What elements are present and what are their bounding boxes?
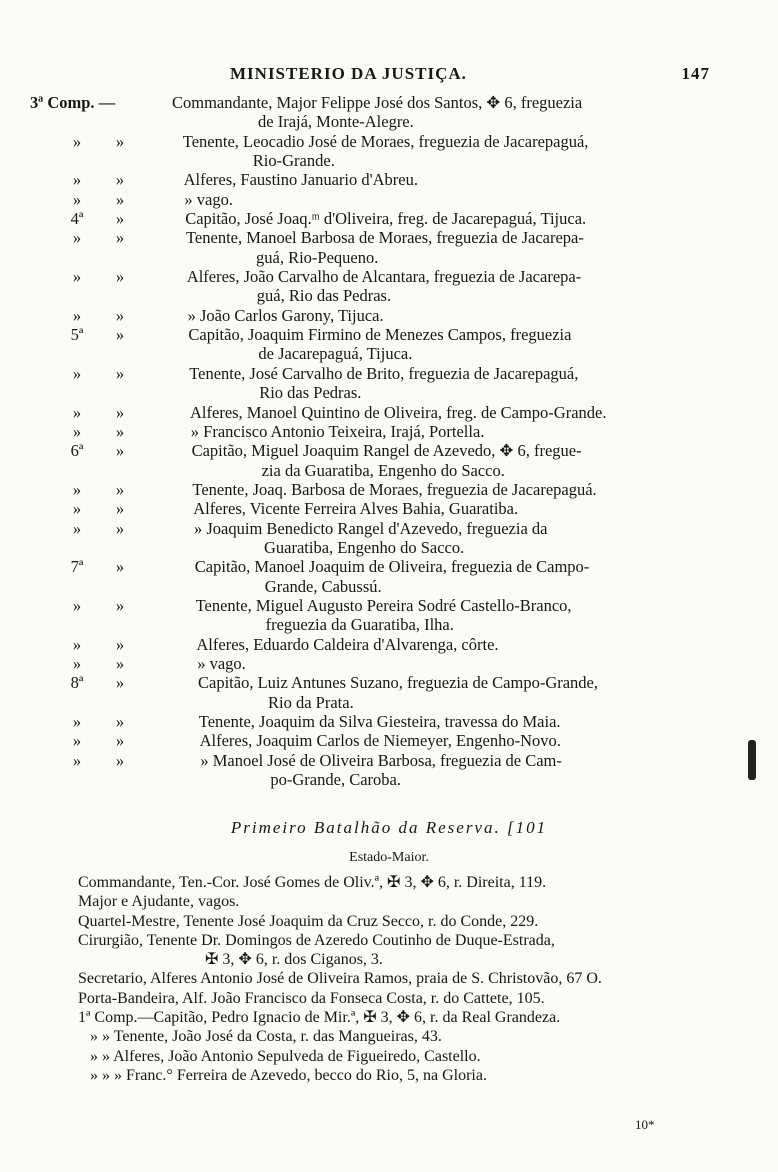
- entry-row: [0, 654, 778, 673]
- staff-line: [0, 1027, 778, 1046]
- ditto-marker: »: [115, 712, 125, 731]
- ditto-marker: »: [115, 479, 125, 499]
- entry-row: [0, 673, 778, 692]
- staff-text: Major e Ajudante, vagos.: [78, 893, 240, 911]
- entry-row: [0, 325, 778, 344]
- ditto-marker: »: [115, 228, 125, 248]
- entry-text: Capitão, José Joaq.ᵐ d'Oliveira, freg. de Jacarepaguá, Tijuca.: [185, 209, 587, 229]
- entry-continuation: [0, 383, 778, 402]
- entry-continuation-text: Guaratiba, Engenho do Sacco.: [264, 537, 465, 557]
- entry-continuation-text: de Jacarepaguá, Tijuca.: [258, 344, 413, 364]
- company-marker: »: [72, 499, 82, 519]
- entry-text: Alferes, Eduardo Caldeira d'Alvarenga, côrte.: [196, 634, 499, 654]
- entry-continuation: [0, 248, 778, 267]
- ditto-marker: »: [115, 421, 125, 441]
- company-marker: »: [72, 595, 82, 615]
- staff-text: Porta-Bandeira, Alf. João Francisco da Fonseca Costa, r. do Cattete, 105.: [78, 989, 545, 1007]
- entry-text: Commandante, Major Felippe José dos Santos, ✥ 6, freguezia: [172, 93, 583, 112]
- entry-text: » Joaquim Benedicto Rangel d'Azevedo, freguezia da: [194, 518, 548, 538]
- entry-continuation: [0, 538, 778, 557]
- entry-row: [0, 403, 778, 422]
- company-marker: »: [72, 479, 82, 499]
- ditto-marker: »: [115, 170, 125, 190]
- entry-row: [0, 499, 778, 518]
- company-marker: »: [72, 731, 82, 751]
- entry-row: [0, 364, 778, 383]
- staff-line: [0, 1066, 778, 1085]
- company-marker: 5ª: [70, 325, 84, 345]
- ditto-marker: »: [115, 653, 125, 673]
- ditto-marker: »: [115, 518, 125, 538]
- company-marker: »: [72, 305, 82, 325]
- entry-continuation: [0, 461, 778, 480]
- ditto-marker: »: [115, 189, 125, 209]
- company-marker: »: [72, 267, 82, 287]
- entry-continuation-text: Grande, Cabussú.: [264, 576, 382, 596]
- company-marker: 8ª: [70, 673, 84, 693]
- ditto-marker: »: [115, 402, 125, 422]
- company-marker: »: [72, 750, 82, 770]
- entry-text: Capitão, Miguel Joaquim Rangel de Azevedo, ✥ 6, fregue-: [191, 441, 582, 461]
- section-title: Primeiro Batalhão da Reserva. [101: [230, 818, 548, 837]
- staff-text: » » Tenente, João José da Costa, r. das Mangueiras, 43.: [90, 1028, 442, 1046]
- entry-continuation-text: Rio-Grande.: [252, 151, 335, 171]
- ditto-marker: »: [115, 131, 125, 151]
- company-marker: »: [72, 712, 82, 731]
- entry-row: [0, 132, 778, 151]
- entry-text: » Manoel José de Oliveira Barbosa, freguezia de Cam-: [200, 750, 562, 770]
- entry-text: Alferes, Joaquim Carlos de Niemeyer, Engenho-Novo.: [199, 731, 561, 751]
- ditto-marker: »: [115, 595, 125, 615]
- entry-continuation-text: guá, Rio-Pequeno.: [256, 247, 379, 267]
- entry-continuation-text: Rio das Pedras.: [259, 383, 362, 403]
- entry-text: Tenente, Miguel Augusto Pereira Sodré Castello-Branco,: [195, 595, 572, 615]
- staff-line: [0, 969, 778, 988]
- ditto-marker: »: [115, 557, 125, 577]
- company-marker: »: [72, 131, 82, 151]
- page-title: MINISTERIO DA JUSTIÇA.: [230, 64, 467, 83]
- staff-text: Commandante, Ten.-Cor. José Gomes de Oliv.ª, ✠ 3, ✥ 6, r. Direita, 119.: [78, 874, 547, 891]
- signature-mark: 10*: [635, 1117, 655, 1132]
- entry-continuation-text: guá, Rio das Pedras.: [256, 286, 392, 306]
- ditto-marker: »: [115, 634, 125, 654]
- company-label: 3ª Comp. —: [30, 93, 116, 112]
- entry-continuation-text: po-Grande, Caroba.: [270, 770, 401, 790]
- entry-continuation: [0, 577, 778, 596]
- entry-continuation-text: Rio da Prata.: [268, 692, 354, 712]
- ditto-marker: »: [115, 363, 125, 383]
- entry-text: Alferes, Vicente Ferreira Alves Bahia, Guaratiba.: [193, 499, 519, 519]
- staff-line: [0, 873, 778, 892]
- entry-row: [0, 480, 778, 499]
- ditto-marker: »: [115, 305, 125, 325]
- staff-line: [0, 989, 778, 1008]
- staff-line: [0, 931, 778, 950]
- entry-row: [0, 228, 778, 247]
- company-marker: »: [72, 170, 82, 190]
- staff-line: [0, 1008, 778, 1027]
- entry-text: » vago.: [197, 653, 246, 673]
- company-marker: »: [72, 518, 82, 538]
- entry-row: [0, 712, 778, 731]
- company-marker: »: [72, 421, 82, 441]
- staff-text: Quartel-Mestre, Tenente José Joaquim da Cruz Secco, r. do Conde, 229.: [78, 912, 539, 930]
- ditto-marker: »: [115, 499, 125, 519]
- staff-text: 1ª Comp.—Capitão, Pedro Ignacio de Mir.ª, ✠ 3, ✥ 6, r. da Real Grandeza.: [78, 1009, 561, 1027]
- entry-text: » Francisco Antonio Teixeira, Irajá, Portella.: [190, 421, 485, 441]
- ditto-marker: »: [115, 325, 125, 345]
- entry-continuation: [0, 615, 778, 634]
- entry-text: Capitão, Manoel Joaquim de Oliveira, freguezia de Campo-: [194, 557, 590, 577]
- entry-continuation: [0, 693, 778, 712]
- entry-row: [0, 731, 778, 750]
- staff-text: Secretario, Alferes Antonio José de Oliveira Ramos, praia de S. Christovão, 67 O.: [78, 970, 602, 988]
- entry-text: » vago.: [184, 189, 233, 209]
- staff-text: ✠ 3, ✥ 6, r. dos Ciganos, 3.: [205, 951, 383, 969]
- section-subtitle: Estado-Maior.: [349, 850, 429, 865]
- ditto-marker: »: [115, 209, 125, 229]
- company-marker: »: [72, 634, 82, 654]
- entry-continuation-text: freguezia da Guaratiba, Ilha.: [265, 615, 454, 635]
- entry-text: Alferes, Faustino Januario d'Abreu.: [183, 170, 418, 190]
- company-marker: »: [72, 653, 82, 673]
- entry-row: [0, 306, 778, 325]
- entry-text: Tenente, Joaquim da Silva Giesteira, travessa do Maia.: [198, 712, 561, 731]
- company-entries-list: [0, 93, 778, 789]
- entry-row: [0, 422, 778, 441]
- entry-row: [0, 557, 778, 576]
- staff-line: [0, 912, 778, 931]
- staff-text: » » Alferes, João Antonio Sepulveda de Figueiredo, Castello.: [90, 1047, 481, 1065]
- entry-row: [0, 190, 778, 209]
- company-marker: »: [72, 228, 82, 248]
- ditto-marker: »: [115, 731, 125, 751]
- entry-row: [0, 635, 778, 654]
- entry-text: Tenente, Joaq. Barbosa de Moraes, freguezia de Jacarepaguá.: [192, 479, 597, 499]
- company-marker: 6ª: [70, 441, 84, 461]
- staff-line: [0, 950, 778, 969]
- page-number: 147: [681, 64, 710, 83]
- entry-row: [0, 170, 778, 189]
- entry-text: Tenente, José Carvalho de Brito, freguezia de Jacarepaguá,: [189, 363, 579, 383]
- page-header: [60, 64, 710, 88]
- entry-text: Alferes, João Carvalho de Alcantara, freguezia de Jacarepa-: [186, 267, 582, 287]
- staff-text: » » » Franc.° Ferreira de Azevedo, becco do Rio, 5, na Gloria.: [90, 1066, 487, 1084]
- entry-continuation: [0, 151, 778, 170]
- staff-text: Cirurgião, Tenente Dr. Domingos de Azeredo Coutinho de Duque-Estrada,: [78, 931, 555, 949]
- company-marker: »: [72, 189, 82, 209]
- entry-text: Capitão, Joaquim Firmino de Menezes Campos, freguezia: [188, 325, 572, 345]
- entry-text: » João Carlos Garony, Tijuca.: [187, 305, 384, 325]
- entry-continuation: [0, 344, 778, 363]
- entry-continuation-text: zia da Guaratiba, Engenho do Sacco.: [261, 460, 505, 480]
- entry-row: [0, 441, 778, 460]
- company-marker: 4ª: [70, 209, 84, 229]
- ditto-marker: »: [115, 441, 125, 461]
- ditto-marker: »: [115, 750, 125, 770]
- entry-row: [0, 93, 778, 112]
- staff-line: [0, 1047, 778, 1066]
- entry-continuation: [0, 286, 778, 305]
- entry-row: [0, 209, 778, 228]
- entry-row: [0, 267, 778, 286]
- ditto-marker: »: [115, 673, 125, 693]
- entry-text: Capitão, Luiz Antunes Suzano, freguezia de Campo-Grande,: [198, 673, 598, 693]
- entry-row: [0, 751, 778, 770]
- entry-text: Alferes, Manoel Quintino de Oliveira, freg. de Campo-Grande.: [190, 402, 607, 422]
- entry-row: [0, 596, 778, 615]
- entry-text: Tenente, Manoel Barbosa de Moraes, freguezia de Jacarepa-: [186, 228, 584, 248]
- entry-row: [0, 519, 778, 538]
- ditto-marker: »: [115, 267, 125, 287]
- entry-continuation-text: de Irajá, Monte-Alegre.: [258, 112, 414, 132]
- company-marker: »: [72, 363, 82, 383]
- staff-line: [0, 892, 778, 911]
- entry-continuation: [0, 770, 778, 789]
- margin-ink-mark: [748, 740, 756, 780]
- company-marker: 7ª: [70, 557, 84, 577]
- entry-continuation: [0, 112, 778, 131]
- company-marker: »: [72, 402, 82, 422]
- entry-text: Tenente, Leocadio José de Moraes, freguezia de Jacarepaguá,: [182, 131, 589, 151]
- staff-list: [0, 873, 778, 1085]
